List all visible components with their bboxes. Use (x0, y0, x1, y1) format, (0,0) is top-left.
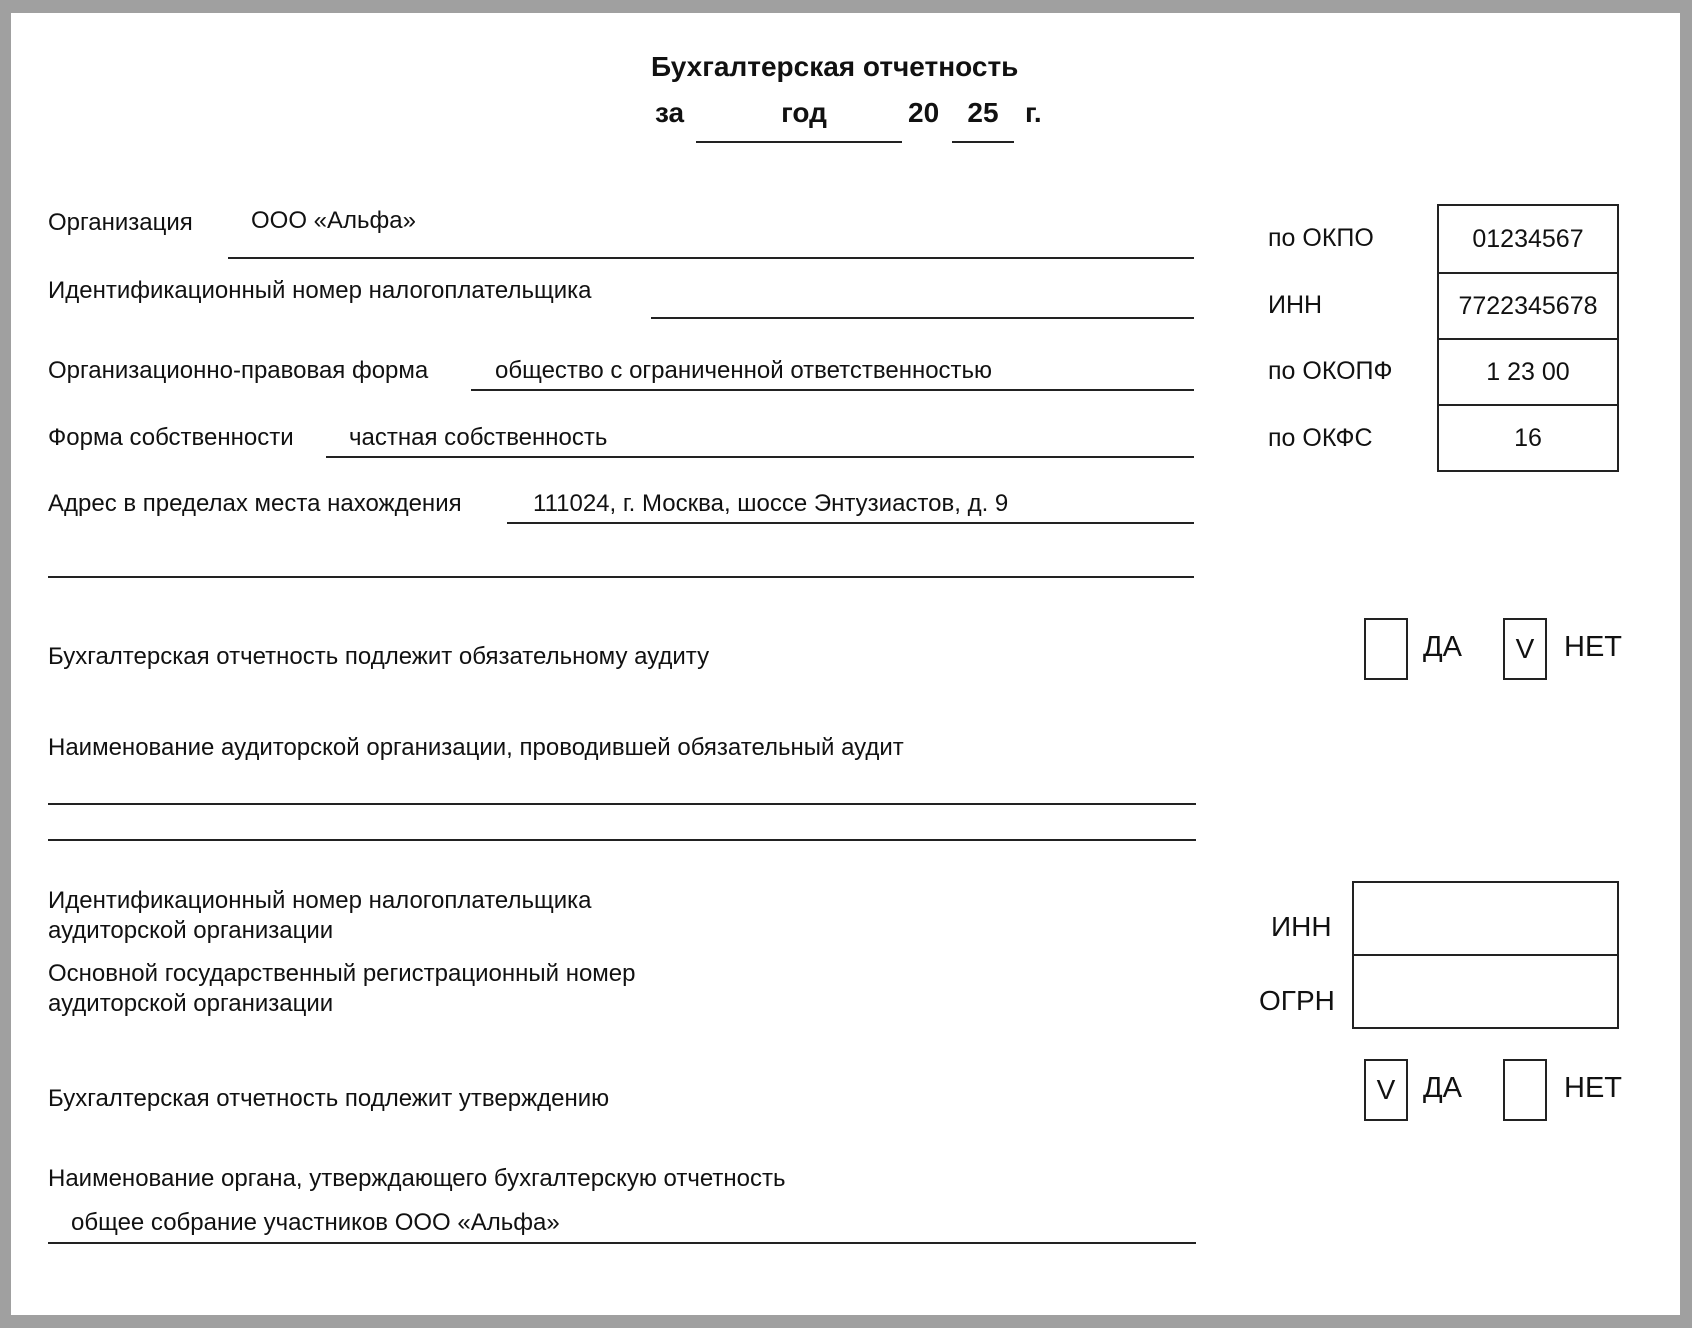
audit-question: Бухгалтерская отчетность подлежит обязательному аудиту (48, 643, 710, 670)
auditor-inn-code-label: ИНН (1271, 911, 1332, 942)
auditor-ogrn-label-line2: аудиторской организации (48, 990, 334, 1017)
okopf-label: по ОКОПФ (1268, 357, 1393, 385)
form-title: Бухгалтерская отчетность (651, 51, 1019, 82)
period-underline (696, 141, 902, 143)
year-abbr: г. (1025, 97, 1042, 128)
address-value[interactable]: 111024, г. Москва, шоссе Энтузиастов, д. 9 (533, 490, 1009, 517)
period-prefix: за (655, 97, 685, 128)
auditor-inn-label-line1: Идентификационный номер налогоплательщика (48, 887, 592, 914)
period-value[interactable]: год (781, 97, 827, 128)
audit-yes-checkbox[interactable] (1364, 618, 1408, 680)
audit-no-label: НЕТ (1564, 631, 1622, 663)
inn-underline (651, 317, 1194, 319)
inn-code-label: ИНН (1268, 291, 1323, 319)
audit-no-checkbox[interactable]: V (1503, 618, 1547, 680)
address-underline (507, 522, 1194, 524)
okpo-value[interactable]: 01234567 (1472, 224, 1584, 253)
approval-question: Бухгалтерская отчетность подлежит утверждению (48, 1085, 610, 1112)
legal-form-value[interactable]: общество с ограниченной ответственностью (495, 357, 993, 384)
audit-yes-label: ДА (1423, 631, 1462, 663)
form-page (11, 13, 1680, 1315)
okopf-value[interactable]: 1 23 00 (1439, 338, 1617, 404)
year-prefix: 20 (908, 97, 940, 128)
auditor-ogrn-label-line1: Основной государственный регистрационный номер (48, 960, 636, 987)
auditor-name-label: Наименование аудиторской организации, проводившей обязательный аудит (48, 734, 904, 761)
legal-form-label: Организационно-правовая форма (48, 357, 429, 384)
ownership-value[interactable]: частная собственность (349, 424, 608, 451)
year-underline (952, 141, 1014, 143)
ownership-underline (326, 456, 1194, 458)
approval-yes-checkbox[interactable]: V (1364, 1059, 1408, 1121)
organization-underline (228, 257, 1194, 259)
inn-label: Идентификационный номер налогоплательщика (48, 277, 592, 304)
codes-box (1437, 204, 1619, 472)
auditor-inn-value[interactable] (1354, 883, 1617, 954)
organization-label: Организация (48, 209, 193, 236)
auditor-codes-box (1352, 881, 1619, 1029)
approving-body-label: Наименование органа, утверждающего бухгалтерскую отчетность (48, 1165, 786, 1192)
auditor-name-line-1 (48, 803, 1196, 805)
address-continuation-line (48, 576, 1194, 578)
approval-yes-label: ДА (1423, 1072, 1462, 1104)
okpo-label: по ОКПО (1268, 224, 1374, 252)
inn-code-value[interactable]: 7722345678 (1439, 272, 1617, 338)
year-value[interactable]: 25 (967, 97, 999, 128)
approval-no-checkbox[interactable] (1503, 1059, 1547, 1121)
approving-body-value[interactable]: общее собрание участников ООО «Альфа» (71, 1209, 560, 1236)
auditor-ogrn-code-label: ОГРН (1259, 985, 1335, 1016)
legal-form-underline (471, 389, 1194, 391)
ownership-label: Форма собственности (48, 424, 294, 451)
address-label: Адрес в пределах места нахождения (48, 490, 462, 517)
auditor-inn-label-line2: аудиторской организации (48, 917, 334, 944)
okfs-label: по ОКФС (1268, 424, 1373, 452)
okfs-value[interactable]: 16 (1439, 404, 1617, 470)
auditor-name-line-2 (48, 839, 1196, 841)
approval-no-label: НЕТ (1564, 1072, 1622, 1104)
auditor-ogrn-value[interactable] (1354, 954, 1617, 1027)
approving-body-underline (48, 1242, 1196, 1244)
organization-value[interactable]: ООО «Альфа» (251, 207, 416, 234)
